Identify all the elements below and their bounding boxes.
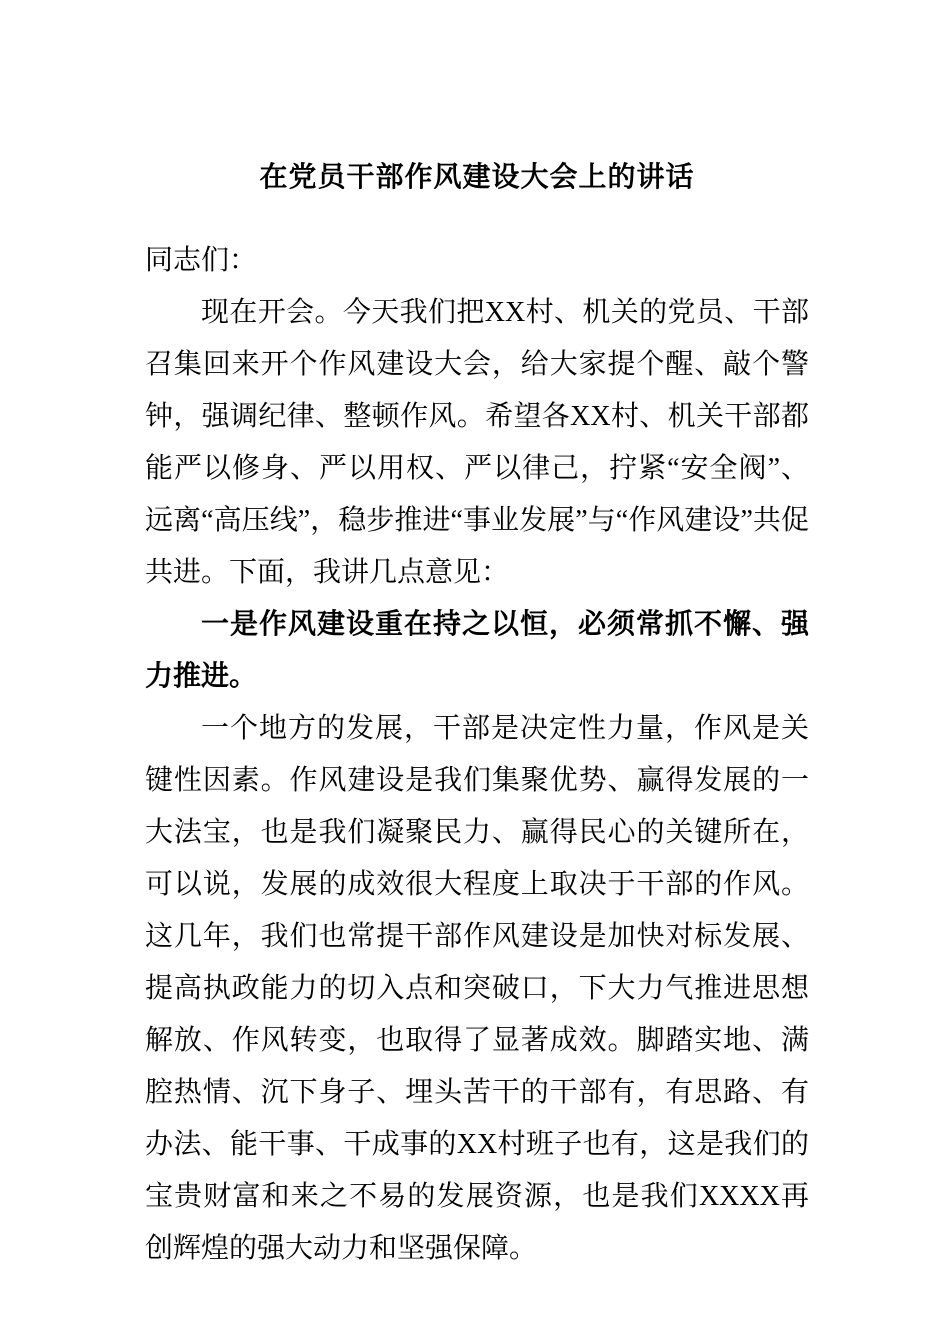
body-paragraph: 一个地方的发展，干部是决定性力量，作风是关键性因素。作风建设是我们集聚优势、赢得发展的一大法宝，也是我们凝聚民力、赢得民心的关键所在，可以说，发展的成效很大程度上取决于干部的作风。这几年，我们也常提干部作风建设是加快对标发展、提高执政能力的切入点和突破口，下大力气推进思想解放、作风转变，也取得了显著成效。脚踏实地、满腔热情、沉下身子、埋头苦干的干部有，有思路、有办法、能干事、干成事的XX村班子也有，这是我们的宝贵财富和来之不易的发展资源，也是我们XXXX再创辉煌的强大动力和坚强保障。 xyxy=(145,713,809,1264)
section-heading: 一是作风建设重在持之以恒，必须常抓不懈、强力推进。 xyxy=(145,609,809,692)
document-body xyxy=(145,287,809,1275)
body-paragraph: 现在开会。今天我们把XX村、机关的党员、干部召集回来开个作风建设大会，给大家提个醒、敲个警钟，强调纪律、整顿作风。希望各XX村、机关干部都能严以修身、严以用权、严以律己，拧紧“安全阀”、远离“高压线”，稳步推进“事业发展”与“作风建设”共促共进。下面，我讲几点意见： xyxy=(145,297,809,588)
salutation: 同志们： xyxy=(145,245,258,276)
document-title: 在党员干部作风建设大会上的讲话 xyxy=(259,162,695,193)
